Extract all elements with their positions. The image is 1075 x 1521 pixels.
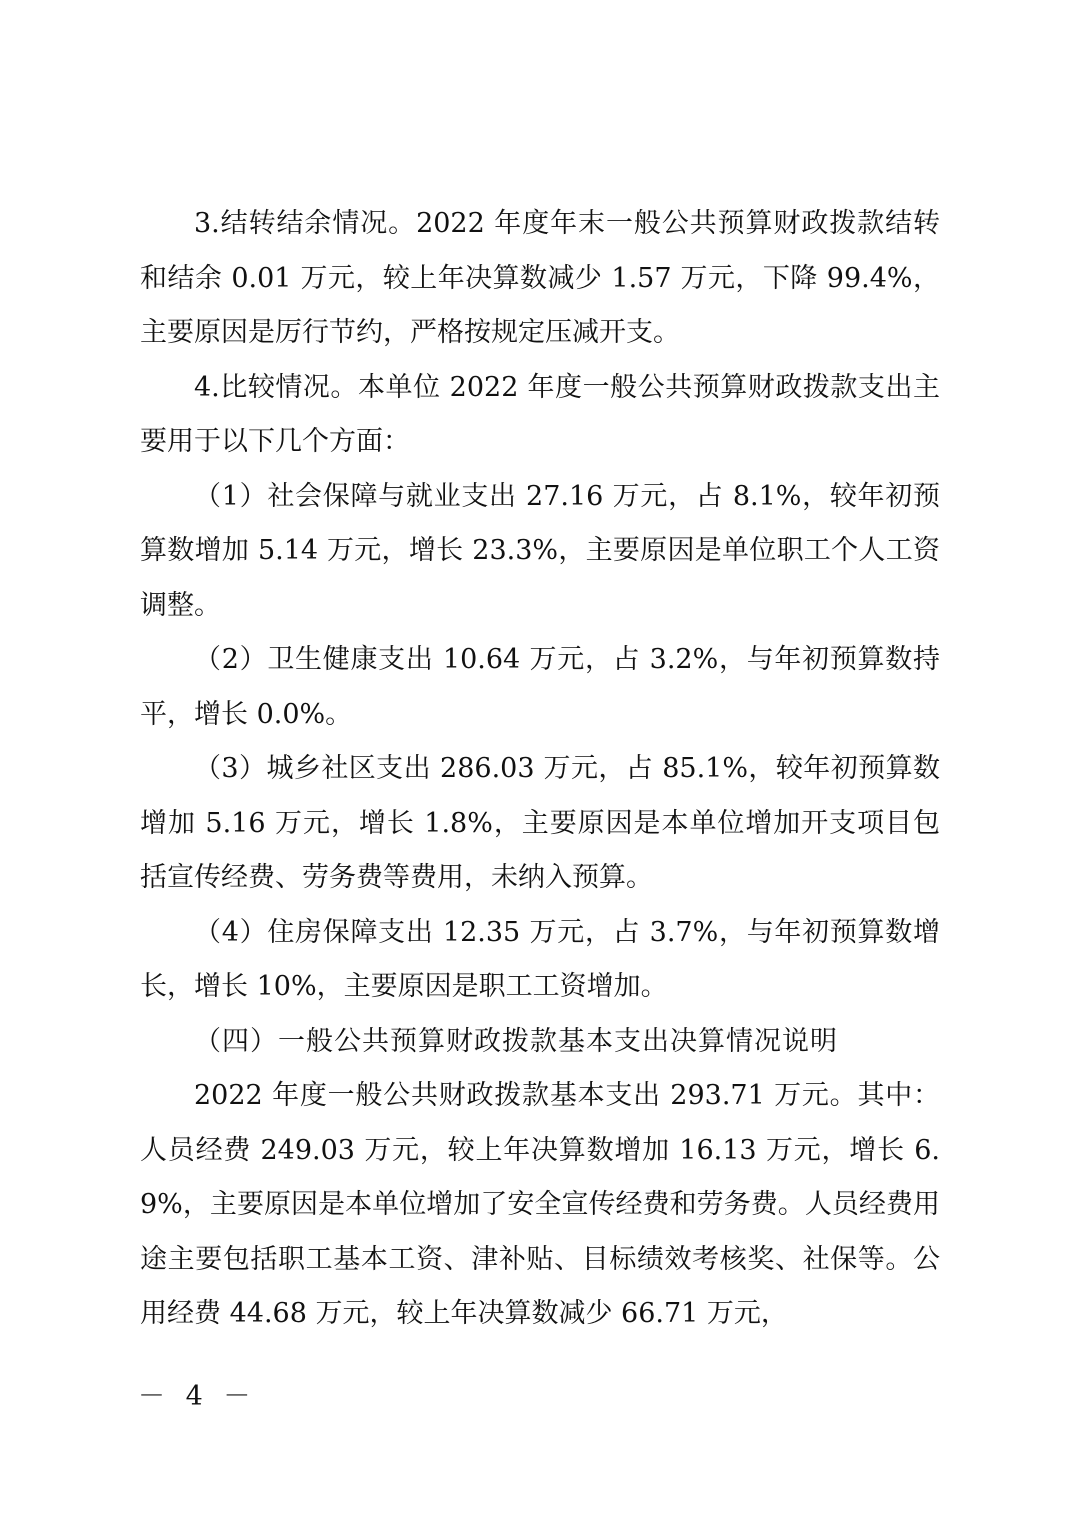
paragraph-urban-rural: （3）城乡社区支出 286.03 万元，占 85.1%，较年初预算数增加 5.16 万元，增长 1.8%，主要原因是本单位增加开支项目包括宣传经费、劳务费等费用，未纳入预算。 <box>140 753 940 893</box>
document-body <box>140 197 940 1342</box>
paragraph-housing: （4）住房保障支出 12.35 万元，占 3.7%，与年初预算数增长，增长 10%，主要原因是职工工资增加。 <box>140 916 940 1002</box>
paragraph-comparison: 4.比较情况。本单位 2022 年度一般公共预算财政拨款支出主要用于以下几个方面： <box>140 371 940 457</box>
paragraph-health: （2）卫生健康支出 10.64 万元，占 3.2%，与年初预算数持平，增长 0.0%。 <box>140 644 940 730</box>
paragraph-basic-expenditure: 2022 年度一般公共财政拨款基本支出 293.71 万元。其中：人员经费 249.03 万元，较上年决算数增加 16.13 万元，增长 6.9%，主要原因是本单位增加了安全宣传经费和劳务费。人员经费用途主要包括职工基本工资、津补贴、目标绩效考核奖、社保等。公用经费 44.68 万元，较上年决算数减少 66.71 万元， <box>140 1080 940 1329</box>
page-number: － 4 － <box>138 1381 257 1412</box>
paragraph-social-security: （1）社会保障与就业支出 27.16 万元，占 8.1%，较年初预算数增加 5.14 万元，增长 23.3%，主要原因是单位职工个人工资调整。 <box>140 480 940 621</box>
paragraph-carryover-balance: 3.结转结余情况。2022 年度年末一般公共预算财政拨款结转和结余 0.01 万元，较上年决算数减少 1.57 万元，下降 99.4%，主要原因是厉行节约，严格按规定压减开支。 <box>140 208 940 348</box>
section-heading-basic-expenditure: （四）一般公共预算财政拨款基本支出决算情况说明 <box>194 1025 838 1057</box>
